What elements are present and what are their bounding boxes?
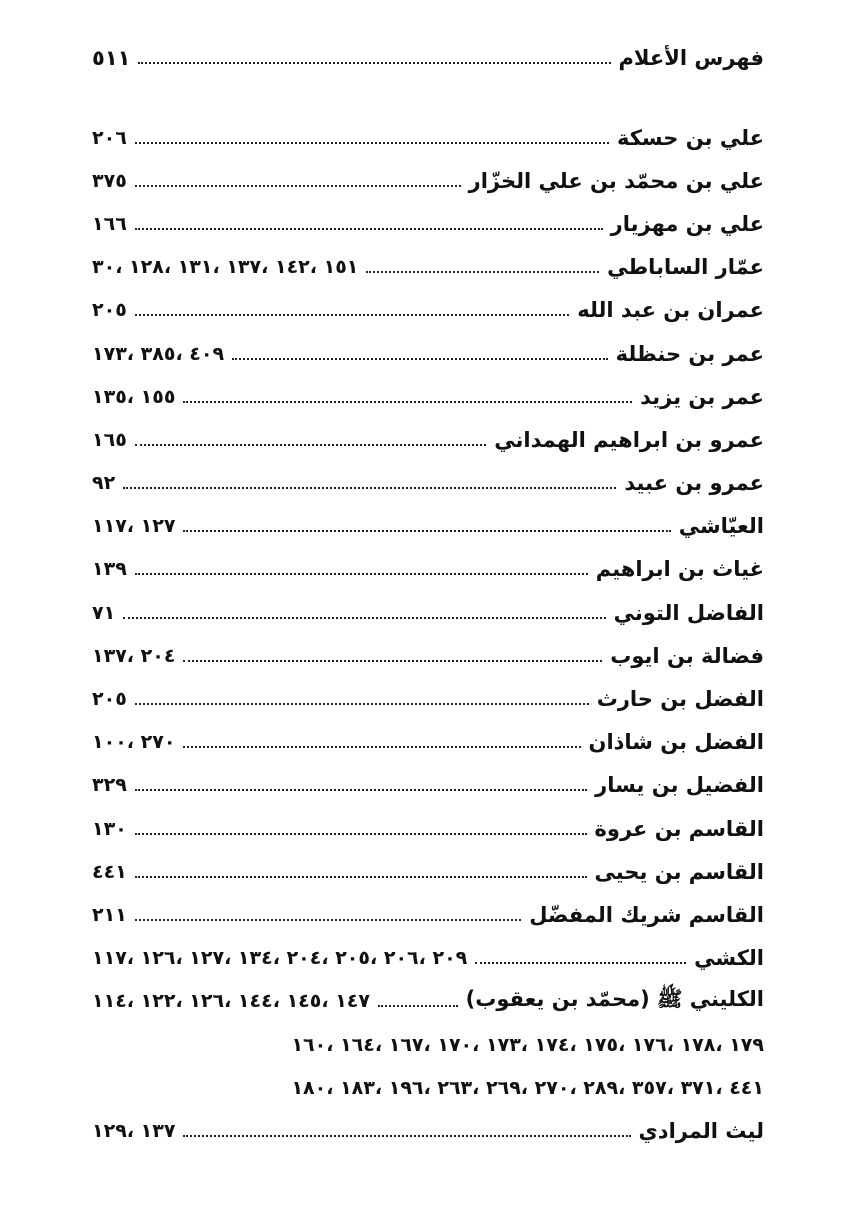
- entry-pages: ١٣٧ ،١٢٩: [92, 1119, 176, 1142]
- entry-pages: ٤٤١: [92, 860, 127, 883]
- entry-pages: ٢١١: [92, 903, 127, 926]
- entry-pages: ٣٧٥: [92, 169, 127, 192]
- entry-name: الفاضل التوني: [613, 600, 764, 625]
- entry-name: الفضل بن حارث: [596, 687, 764, 712]
- entry-pages: ٣٢٩: [92, 774, 127, 797]
- entry-pages: ٢٧٠ ،١٠٠: [92, 731, 176, 754]
- dot-leader: [135, 703, 589, 705]
- index-entries: [92, 116, 764, 1153]
- index-entry: [92, 462, 764, 505]
- dot-leader: [135, 444, 487, 446]
- entry-pages: ٢٠٥: [92, 688, 127, 711]
- index-entry: [92, 677, 764, 720]
- entry-name: العيّاشي: [678, 514, 764, 539]
- index-entry: [92, 850, 764, 893]
- index-entry: [92, 548, 764, 591]
- index-entry: [92, 893, 764, 936]
- entry-name: عمر بن حنظلة: [615, 341, 764, 366]
- entry-pages: ٢٠٦: [92, 126, 127, 149]
- dot-leader: [183, 660, 602, 662]
- entry-pages: ٢٠٥: [92, 299, 127, 322]
- dot-leader: [135, 876, 587, 878]
- dot-leader: [183, 530, 670, 532]
- entry-name: الكشي: [694, 946, 764, 971]
- index-entry: [92, 332, 764, 375]
- entry-pages: ١٥٥ ،١٣٥: [92, 385, 176, 408]
- entry-name: ليث المرادي: [638, 1118, 764, 1143]
- running-header: [92, 38, 764, 78]
- dot-leader: [183, 746, 580, 748]
- index-entry: [92, 1109, 764, 1152]
- index-entry: [92, 375, 764, 418]
- entry-pages: ١٦٦: [92, 212, 127, 235]
- continuation-line: [92, 1023, 764, 1066]
- dot-leader: [378, 1005, 458, 1007]
- entry-pages: ٩٢: [92, 472, 116, 495]
- index-entry: [92, 289, 764, 332]
- index-entry: [92, 418, 764, 461]
- entry-name: عمرو بن عبيد: [624, 471, 764, 496]
- entry-name: علي بن حسكة: [616, 125, 764, 150]
- entry-pages: ١٣٠: [92, 817, 127, 840]
- dot-leader: [232, 358, 608, 360]
- entry-name: القاسم شريك المفضّل: [529, 902, 764, 927]
- dot-leader: [183, 1135, 630, 1137]
- dot-leader: [135, 142, 609, 144]
- entry-pages: ٤٠٩ ،٣٨٥ ،١٧٣: [92, 342, 225, 365]
- entry-name: عمرو بن ابراهيم الهمداني: [494, 427, 764, 452]
- entry-name: غياث بن ابراهيم: [595, 557, 764, 582]
- entry-pages: ١٦٥: [92, 428, 127, 451]
- entry-pages: ٧١: [92, 601, 116, 624]
- continuation-pages: ١٧٩ ،١٧٨ ،١٧٦ ،١٧٥ ،١٧٤ ،١٧٣ ،١٧٠ ،١٦٧ ،١٦٤ ،١٦٠: [291, 1033, 764, 1056]
- entry-name: عمر بن يزيد: [640, 384, 764, 409]
- entry-name: فضالة بن ايوب: [610, 643, 764, 668]
- entry-pages: ١٥١ ،١٤٢ ،١٣٧ ،١٣١ ،١٢٨ ،٣٠: [92, 256, 359, 279]
- entry-name: القاسم بن عروة: [594, 816, 764, 841]
- dot-leader: [183, 401, 632, 403]
- dot-leader: [123, 487, 616, 489]
- dot-leader: [135, 789, 587, 791]
- index-entry: [92, 116, 764, 159]
- entry-pages: ١٢٧ ،١١٧: [92, 515, 176, 538]
- index-entry: [92, 505, 764, 548]
- index-entry: [92, 721, 764, 764]
- entry-pages: ٢٠٤ ،١٣٧: [92, 644, 176, 667]
- index-entry: [92, 937, 764, 980]
- entry-name: الكليني ﷺ (محمّد بن يعقوب): [465, 986, 764, 1011]
- entry-name: عمّار الساباطي: [607, 255, 764, 280]
- index-entry: [92, 159, 764, 202]
- header-leader: [138, 62, 610, 64]
- header-page-number: ٥١١: [92, 46, 131, 70]
- dot-leader: [135, 228, 603, 230]
- index-entry: [92, 980, 764, 1023]
- index-entry: [92, 764, 764, 807]
- dot-leader: [366, 271, 599, 273]
- index-entry: [92, 246, 764, 289]
- entry-name: الفضل بن شاذان: [588, 730, 764, 755]
- index-entry: [92, 807, 764, 850]
- dot-leader: [475, 962, 686, 964]
- index-entry: [92, 634, 764, 677]
- entry-pages: ١٣٩: [92, 558, 127, 581]
- index-entry: [92, 591, 764, 634]
- continuation-pages: ٤٤١ ،٣٧١ ،٣٥٧ ،٢٨٩ ،٢٧٠ ،٢٦٩ ،٢٦٣ ،١٩٦ ،١٨٣ ،١٨٠: [291, 1076, 764, 1099]
- entry-name: علي بن مهزيار: [610, 211, 764, 236]
- dot-leader: [135, 314, 569, 316]
- index-entry: [92, 202, 764, 245]
- dot-leader: [135, 185, 461, 187]
- entry-name: القاسم بن يحيى: [594, 859, 764, 884]
- entry-pages: ١٤٧ ،١٤٥ ،١٤٤ ،١٢٦ ،١٢٢ ،١١٤: [92, 990, 370, 1013]
- entry-name: عمران بن عبد الله: [577, 298, 764, 323]
- entry-name: الفضيل بن يسار: [595, 773, 764, 798]
- entry-name: علي بن محمّد بن علي الخزّار: [468, 168, 764, 193]
- dot-leader: [135, 833, 587, 835]
- header-title: فهرس الأعلام: [618, 46, 764, 70]
- index-page: [92, 38, 764, 1188]
- entry-pages: ٢٠٩ ،٢٠٦ ،٢٠٥ ،٢٠٤ ،١٣٤ ،١٢٧ ،١٢٦ ،١١٧: [92, 947, 468, 970]
- dot-leader: [123, 617, 605, 619]
- dot-leader: [135, 919, 522, 921]
- continuation-line: [92, 1066, 764, 1109]
- dot-leader: [135, 573, 588, 575]
